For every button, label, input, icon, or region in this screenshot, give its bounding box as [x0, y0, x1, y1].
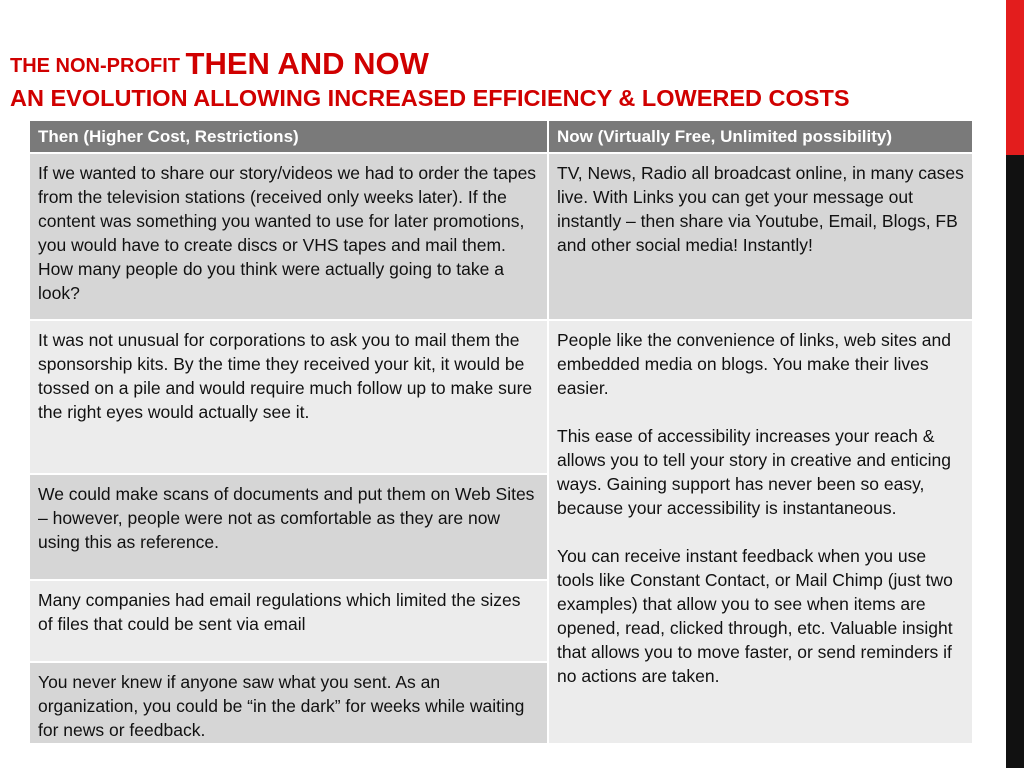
- then-cell-1: If we wanted to share our story/videos we had to order the tapes from the television stations (received only weeks later). If the content was something you wanted to use for later promotions, you would have to create discs or VHS tapes and mail them. How many people do you think were actually going to take a look?: [29, 153, 548, 320]
- header-now: Now (Virtually Free, Unlimited possibility): [548, 120, 973, 153]
- header-then: Then (Higher Cost, Restrictions): [29, 120, 548, 153]
- table-row: [29, 320, 973, 474]
- title-line-2: AN EVOLUTION ALLOWING INCREASED EFFICIENCY & LOWERED COSTS: [10, 85, 850, 111]
- slide-title: [10, 44, 1000, 112]
- accent-bar-red: [1006, 0, 1024, 155]
- comparison-table: [28, 119, 974, 745]
- then-cell-3: We could make scans of documents and put them on Web Sites – however, people were not as comfortable as they are now using this as reference.: [29, 474, 548, 580]
- now-paragraph-1: People like the convenience of links, web sites and embedded media on blogs. You make their lives easier.: [557, 330, 951, 398]
- then-cell-4: Many companies had email regulations which limited the sizes of files that could be sent via email: [29, 580, 548, 662]
- now-cell-2: [548, 320, 973, 744]
- title-line-1: [10, 44, 1000, 84]
- title-big-text: THEN AND NOW: [185, 46, 429, 81]
- table-header-row: [29, 120, 973, 153]
- now-paragraph-2: This ease of accessibility increases your reach & allows you to tell your story in creative and enticing ways. Gaining support has never been so easy, because your accessibility is instantaneous.: [557, 426, 951, 518]
- table-row: [29, 153, 973, 320]
- now-cell-1: TV, News, Radio all broadcast online, in many cases live. With Links you can get your message out instantly – then share via Youtube, Email, Blogs, FB and other social media! Instantly!: [548, 153, 973, 320]
- now-paragraph-3: You can receive instant feedback when you use tools like Constant Contact, or Mail Chimp (just two examples) that allow you to see when items are opened, read, clicked through, etc. Valuable insight that allows you to move faster, or send reminders if no actions are taken.: [557, 546, 953, 686]
- title-small-text: THE NON-PROFIT: [10, 55, 186, 77]
- then-cell-5: You never knew if anyone saw what you sent. As an organization, you could be “in the dark” for weeks while waiting for news or feedback.: [29, 662, 548, 744]
- then-cell-2: It was not unusual for corporations to ask you to mail them the sponsorship kits. By the time they received your kit, it would be tossed on a pile and would require much follow up to make sure the right eyes would actually see it.: [29, 320, 548, 474]
